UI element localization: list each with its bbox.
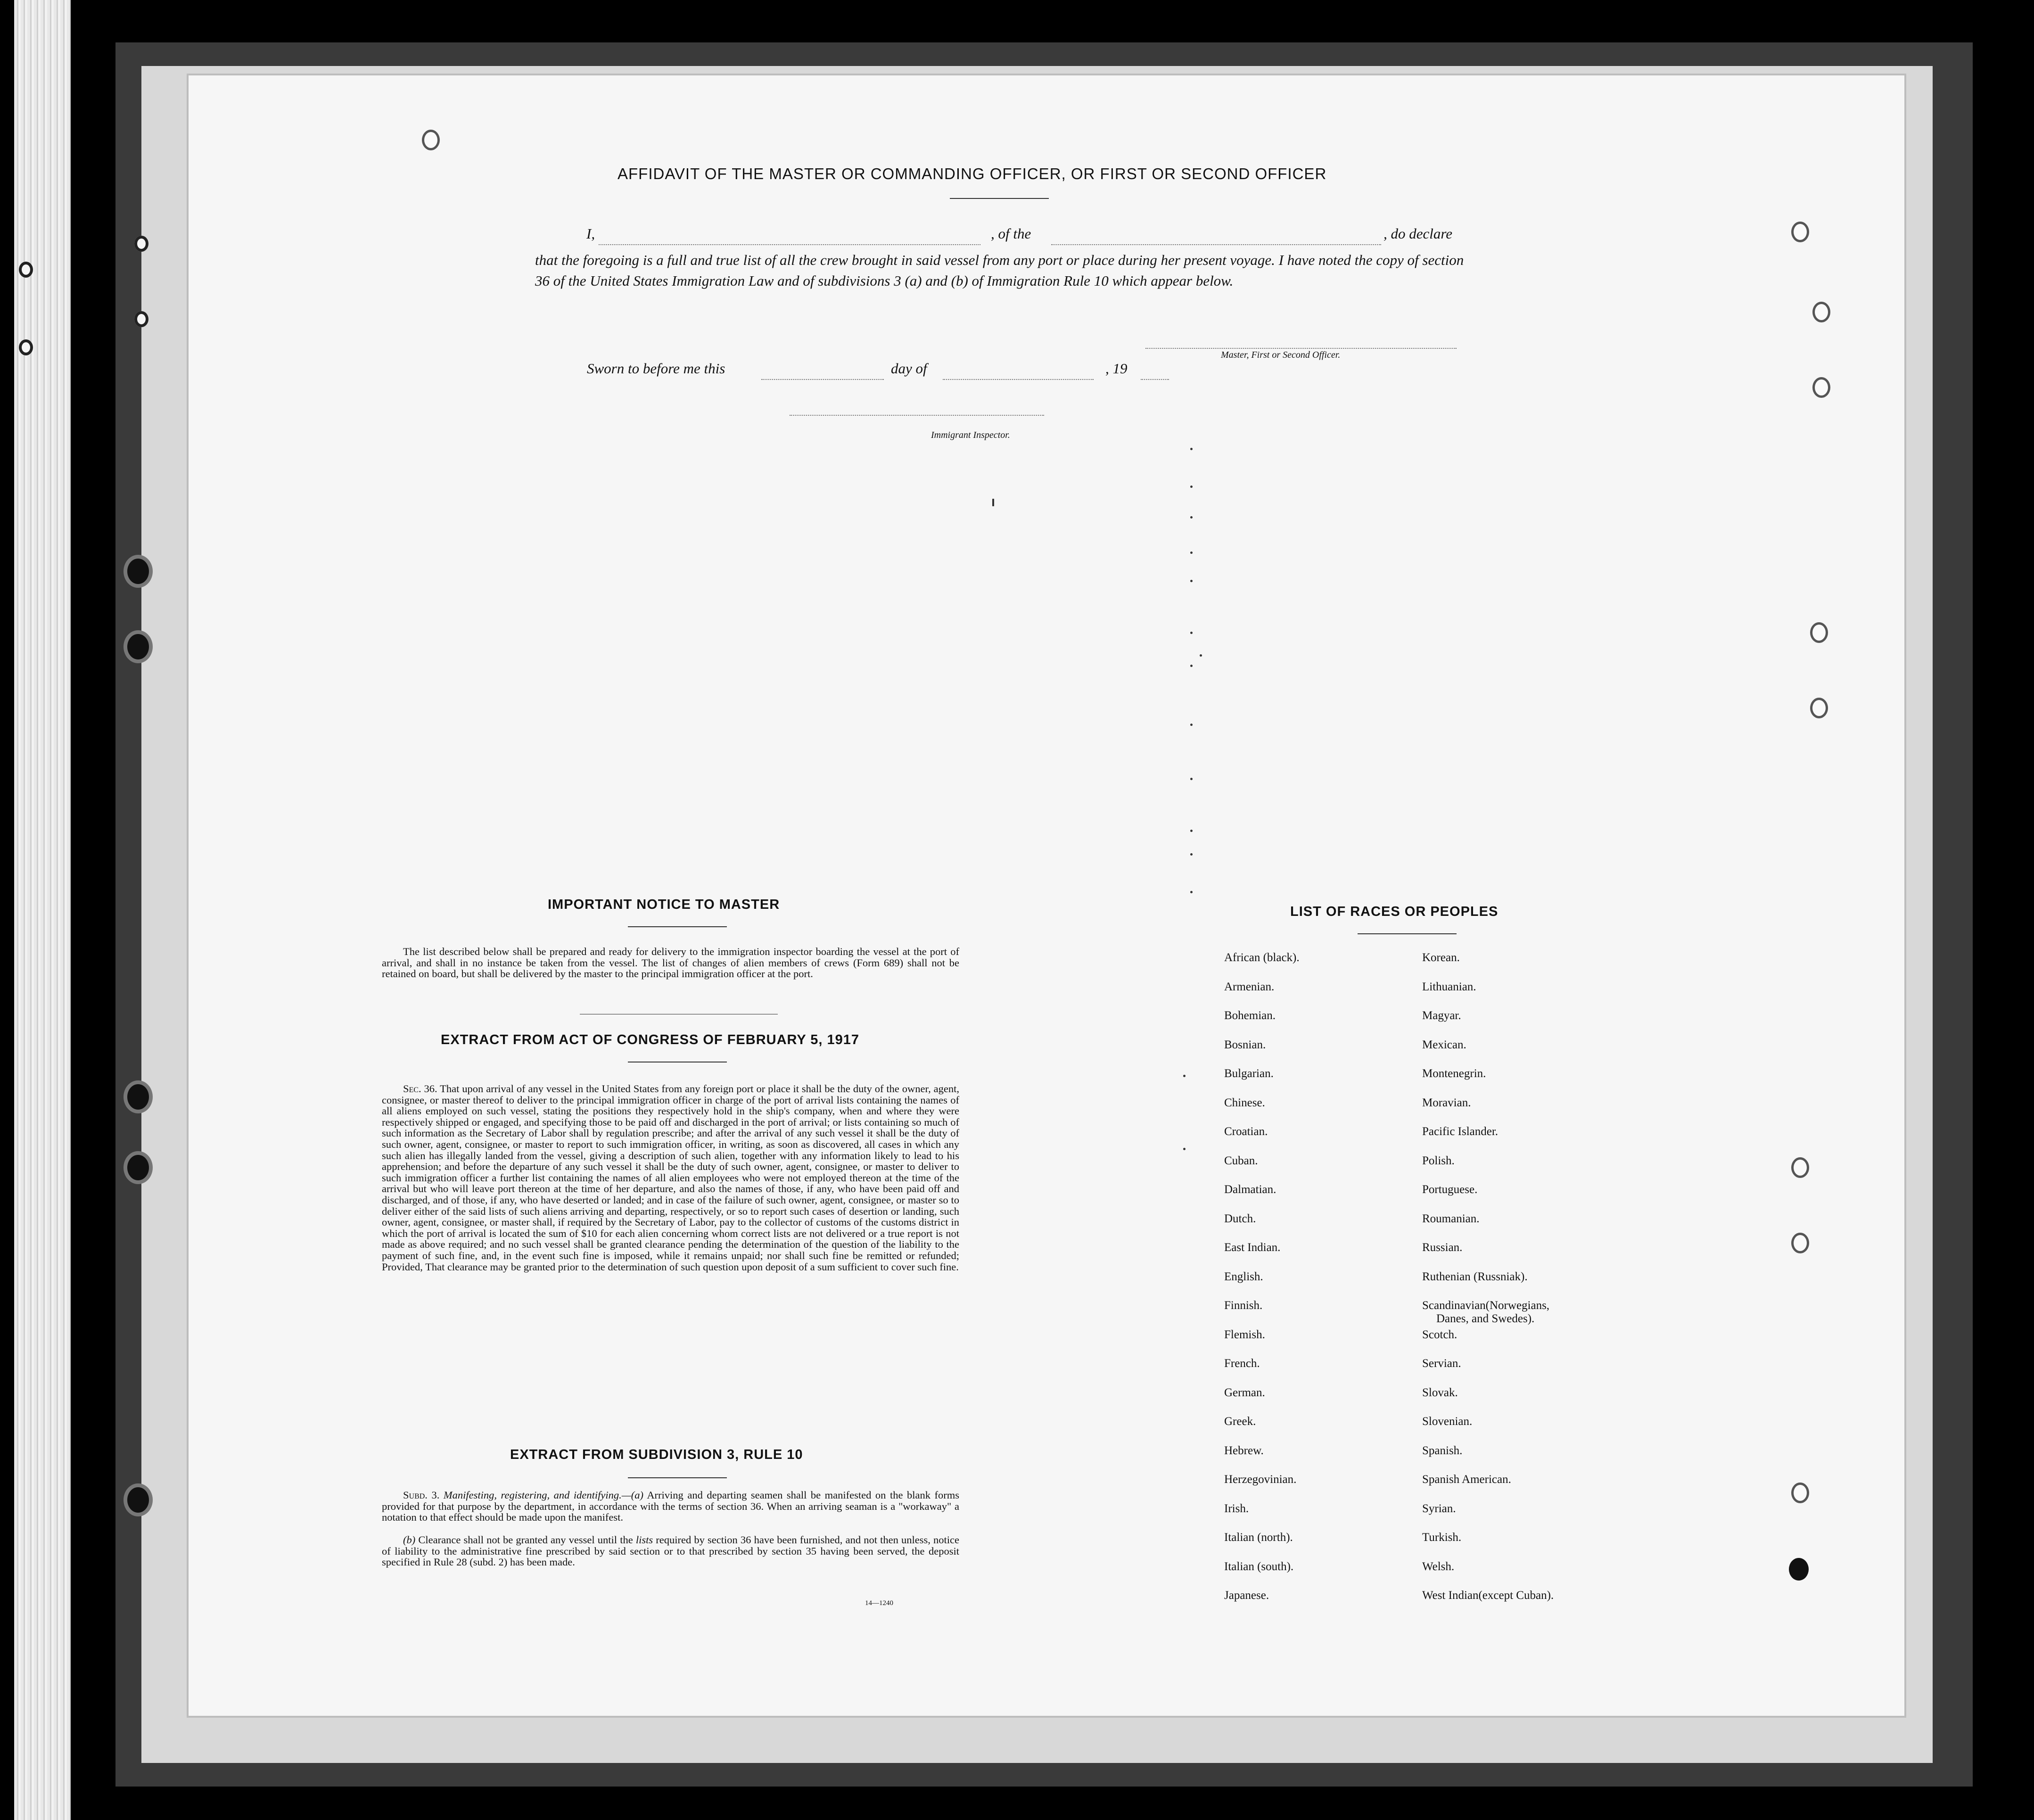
race-item: Spanish. <box>1422 1444 1463 1457</box>
sworn-day-blank <box>761 379 884 380</box>
binder-hole <box>1791 222 1809 242</box>
race-item: English. <box>1224 1270 1263 1283</box>
bleed-mark <box>1190 853 1193 856</box>
race-item: Hebrew. <box>1224 1444 1264 1457</box>
bleed-mark <box>1190 665 1193 667</box>
races-left-column <box>1224 951 1300 1618</box>
race-item <box>1422 1299 1554 1328</box>
race-item: Armenian. <box>1224 980 1275 993</box>
binder-hole <box>1810 698 1828 718</box>
race-item: German. <box>1224 1386 1265 1399</box>
sworn-day-of: day of <box>891 360 927 377</box>
race-item: Croatian. <box>1224 1125 1268 1138</box>
binder-hole <box>127 559 149 584</box>
race-item: West Indian(except Cuban). <box>1422 1589 1554 1602</box>
document-page <box>189 75 1904 1716</box>
race-item: Magyar. <box>1422 1009 1461 1022</box>
act-section-text: That upon arrival of any vessel in the United States from any foreign port or place it shall be the duty of the owner, agent, consignee, or master thereof to deliver to the principal immigration officer in charge of the port of arrival lists containing the names of all aliens employed on such vessel, stating the positions they respectively hold in the ship's company, when and where they were respectively shipped or engaged, and specifying those to be paid off and discharged in the port of arrival; or lists containing so much of such information as the Secretary of Labor shall by regulation prescribe; and after the arrival of any such vessel it shall be the duty of such owner, agent, consignee, or master to report to such immigration officer, in writing, as soon as discovered, all cases in which any such alien has illegally landed from the vessel, giving a description of such alien, together with any information likely to lead to his apprehension; and before the departure of any such vessel it shall be the duty of such owner, agent, consignee, or master to deliver to such immigration officer a further list containing the names of all alien employees who were not employed thereon at the time of the arrival but who will leave port thereon at the time of her departure, and also the names of those, if any, who have been paid off and discharged, and of those, if any, who have deserted or landed; and in case of the failure of such owner, agent, consignee, or master so to deliver either of the said lists of such aliens arriving and departing, respectively, or so to report such cases of desertion or landing, such owner, agent, consignee, or master shall, if required by the Secretary of Labor, pay to the collector of customs of the customs district in which the port of arrival is located the sum of $10 for each alien concerning whom correct lists are not delivered or a true report is not made as above required; and no such vessel shall be granted clearance pending the determination of the question of the liability to the payment of such fine, and, in the event such fine is imposed, while it remains unpaid; nor shall such fine be remitted or refunded; Provided, That clearance may be granted prior to the determination of such question upon deposit of a sum sufficient to cover such fine. <box>382 1083 960 1273</box>
race-item: Syrian. <box>1422 1502 1456 1515</box>
races-underline <box>1358 933 1457 934</box>
binder-hole <box>1789 1558 1809 1581</box>
bleed-mark <box>1190 552 1193 554</box>
race-item: Roumanian. <box>1422 1212 1480 1225</box>
subd-text-b-lists: lists <box>635 1534 653 1546</box>
vessel-blank <box>1051 244 1381 245</box>
bleed-mark <box>1183 1075 1186 1077</box>
subd-label-b: (b) <box>403 1534 416 1546</box>
race-item-continuation: Danes, and Swedes). <box>1436 1312 1535 1325</box>
bleed-mark <box>1190 632 1193 634</box>
sworn-month-blank <box>943 379 1094 380</box>
race-item: Servian. <box>1422 1357 1461 1370</box>
sworn-year: , 19 <box>1105 360 1128 377</box>
race-item: Welsh. <box>1422 1560 1455 1573</box>
race-item: Montenegrin. <box>1422 1067 1486 1080</box>
bleed-mark <box>1183 1148 1186 1150</box>
race-item: Chinese. <box>1224 1096 1265 1109</box>
bleed-mark <box>1190 486 1193 488</box>
race-item: Flemish. <box>1224 1328 1265 1341</box>
sworn-prefix: Sworn to before me this <box>587 360 725 377</box>
race-item: Italian (north). <box>1224 1531 1293 1544</box>
binder-hole <box>1791 1482 1809 1503</box>
affidavit-body <box>535 250 1468 291</box>
race-item: Polish. <box>1422 1154 1455 1167</box>
signature-line <box>1145 348 1457 349</box>
affidavit-i: I, <box>586 225 595 242</box>
act-text <box>382 1083 959 1272</box>
subd-title: Manifesting, registering, and identifying.—(a) <box>443 1489 644 1501</box>
sworn-year-blank <box>1141 379 1169 380</box>
race-item: Bosnian. <box>1224 1038 1266 1051</box>
bleed-mark <box>1190 724 1193 726</box>
race-item: Finnish. <box>1224 1299 1263 1312</box>
binder-hole <box>1812 377 1830 398</box>
race-item: Dalmatian. <box>1224 1183 1276 1196</box>
affidavit-body-text: that the foregoing is a full and true list of all the crew brought in said vessel from any port or place during her present voyage. I have noted the copy of section 36 of the United States Immigration Law and of subdivisions 3 (a) and (b) of Immigration Rule 10 which appear below. <box>535 252 1464 289</box>
binder-hole <box>1812 302 1830 322</box>
notice-text: The list described below shall be prepared and ready for delivery to the immigration inspector boarding the vessel at the port of arrival, and shall in no instance be taken from the vessel. The list of changes of alien members of crews (Form 689) shall not be retained on board, but shall be delivered by the master to the principal immigration officer at the port. <box>382 946 959 980</box>
race-item: African (black). <box>1224 951 1300 964</box>
race-item: Slovak. <box>1422 1386 1458 1399</box>
rule-text-b <box>382 1534 959 1568</box>
race-item: Slovenian. <box>1422 1415 1473 1428</box>
race-item: Lithuanian. <box>1422 980 1476 993</box>
race-item: Russian. <box>1422 1241 1463 1254</box>
binder-hole <box>422 130 440 150</box>
bleed-mark <box>992 499 994 506</box>
bleed-mark <box>1190 580 1193 582</box>
binder-hole <box>1791 1157 1809 1178</box>
race-item: Japanese. <box>1224 1589 1269 1602</box>
race-item: Scotch. <box>1422 1328 1458 1341</box>
race-item: Moravian. <box>1422 1096 1471 1109</box>
race-item: Bulgarian. <box>1224 1067 1274 1080</box>
bleed-mark <box>1190 778 1193 780</box>
rule-underline <box>628 1477 727 1478</box>
race-item: Portuguese. <box>1422 1183 1478 1196</box>
binder-hole <box>19 339 33 355</box>
bleed-mark <box>1190 516 1193 519</box>
races-heading: LIST OF RACES OR PEOPLES <box>1290 904 1499 919</box>
race-item: Mexican. <box>1422 1038 1466 1051</box>
act-section-label: Sec. 36. <box>403 1083 437 1095</box>
bleed-mark <box>1200 654 1202 657</box>
races-right-column <box>1422 951 1554 1618</box>
inspector-caption: Immigrant Inspector. <box>931 430 1010 440</box>
binder-hole <box>1810 622 1828 643</box>
inspector-line <box>790 415 1044 416</box>
affidavit-title: AFFIDAVIT OF THE MASTER OR COMMANDING OFFICER, OR FIRST OR SECOND OFFICER <box>618 165 1327 182</box>
bleed-mark <box>1190 448 1193 450</box>
race-item: Greek. <box>1224 1415 1256 1428</box>
binder-hole <box>127 1487 149 1513</box>
notice-heading: IMPORTANT NOTICE TO MASTER <box>548 897 780 912</box>
binder-hole <box>1791 1233 1809 1253</box>
binder-hole <box>127 1084 149 1110</box>
race-item: Pacific Islander. <box>1422 1125 1499 1138</box>
subd-text-b-1: Clearance shall not be granted any vessel until the <box>418 1534 633 1546</box>
bleed-mark <box>1190 830 1193 832</box>
subd-text-b-2: required by section 36 have been furnished, and not then unless, notice of liability to the administrative fine prescribed by said section or to that prescribed by section 35 having been served, the deposit specified in Rule 28 (subd. 2) has been made. <box>382 1534 960 1568</box>
race-item: Irish. <box>1224 1502 1249 1515</box>
race-item: Ruthenian (Russniak). <box>1422 1270 1528 1283</box>
subd-label: Subd. 3. <box>403 1489 440 1501</box>
race-item: East Indian. <box>1224 1241 1281 1254</box>
form-number: 14—1240 <box>865 1599 893 1607</box>
race-item: Bohemian. <box>1224 1009 1276 1022</box>
affidavit-declare: , do declare <box>1383 225 1453 242</box>
race-item: French. <box>1224 1357 1260 1370</box>
race-item: Italian (south). <box>1224 1560 1294 1573</box>
race-item: Turkish. <box>1422 1531 1462 1544</box>
bleed-mark <box>1190 891 1193 893</box>
signature-caption: Master, First or Second Officer. <box>1221 350 1341 360</box>
binder-hole <box>127 1155 149 1180</box>
rule-text-a <box>382 1490 959 1523</box>
binder-hole <box>19 262 33 278</box>
affidavit-of-the: , of the <box>991 225 1031 242</box>
rule-heading: EXTRACT FROM SUBDIVISION 3, RULE 10 <box>510 1447 803 1462</box>
binder-hole <box>134 236 148 252</box>
title-underline <box>950 198 1049 199</box>
race-item: Spanish American. <box>1422 1473 1511 1486</box>
subd-text-a: Arriving and departing seamen shall be manifested on the blank forms provided for that purpose by the department, in accordance with the terms of section 36. When an arriving seaman is a "workaway" a notation to that effect should be made upon the manifest. <box>382 1489 960 1524</box>
race-item: Korean. <box>1422 951 1460 964</box>
binder-hole <box>127 634 149 659</box>
name-blank <box>599 244 980 245</box>
binder-hole <box>134 311 148 327</box>
race-item: Herzegovinian. <box>1224 1473 1297 1486</box>
race-item: Dutch. <box>1224 1212 1256 1225</box>
notice-underline <box>628 926 727 927</box>
act-heading: EXTRACT FROM ACT OF CONGRESS OF FEBRUARY 5, 1917 <box>441 1032 860 1047</box>
race-item-label: Scandinavian(Norwegians, <box>1422 1299 1550 1312</box>
race-item: Cuban. <box>1224 1154 1258 1167</box>
